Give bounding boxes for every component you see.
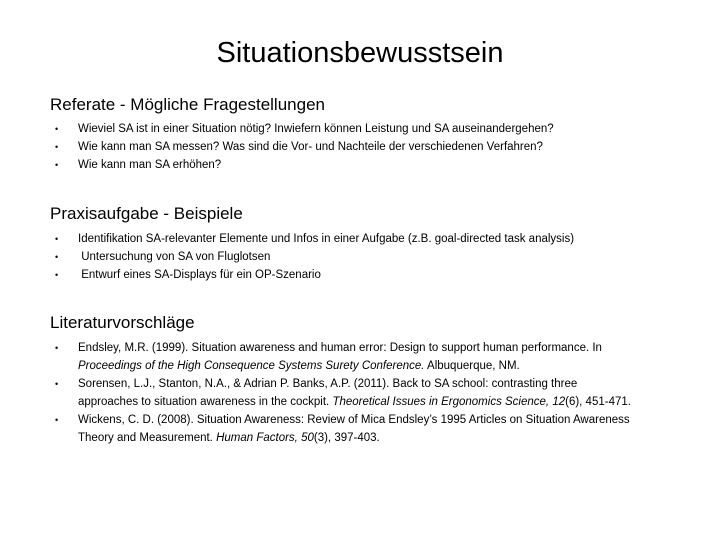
bullet-icon: • <box>55 343 59 353</box>
reference-italic: Human Factors, 50 <box>216 432 314 444</box>
reference-line: Wickens, C. D. (2008). Situation Awareness: Review of Mica Endsley’s 1995 Articles on Situation Awareness <box>78 414 630 426</box>
list-item <box>50 120 700 138</box>
slide-title: Situationsbewusstsein <box>216 37 504 69</box>
reference-line: Sorensen, L.J., Stanton, N.A., & Adrian P. Banks, A.P. (2011). Back to SA school: contrasting three <box>78 378 578 390</box>
section-heading-referate: Referate - Mögliche Fragestellungen <box>50 95 325 114</box>
section-heading-literatur: Literaturvorschläge <box>50 313 195 332</box>
reference-line: Endsley, M.R. (1999). Situation awareness and human error: Design to support human performance. In <box>78 342 602 354</box>
reference-text: Theory and Measurement. <box>78 432 217 444</box>
referate-list <box>50 120 700 174</box>
list-item <box>50 156 700 174</box>
list-item <box>50 266 700 284</box>
literatur-list <box>50 339 700 447</box>
bullet-icon: • <box>55 142 59 152</box>
reference-line <box>78 393 700 411</box>
reference-text: Albuquerque, NM. <box>424 360 520 372</box>
list-item-text: Identifikation SA-relevanter Elemente und Infos in einer Aufgabe (z.B. goal-directed task analysis) <box>78 233 575 245</box>
list-item <box>50 138 700 156</box>
list-item <box>50 375 700 411</box>
list-item-text: Untersuchung von SA von Fluglotsen <box>78 251 271 263</box>
bullet-icon: • <box>55 234 59 244</box>
reference-italic: Proceedings of the High Consequence Systems Surety Conference. <box>78 360 425 372</box>
bullet-icon: • <box>55 415 59 425</box>
reference-italic: Theoretical Issues in Ergonomics Science, 12 <box>332 396 566 408</box>
bullet-icon: • <box>55 252 59 262</box>
list-item-text: Entwurf eines SA-Displays für ein OP-Szenario <box>78 269 321 281</box>
reference-text: (6), 451-471. <box>565 396 631 408</box>
reference-line <box>78 429 700 447</box>
list-item-text: Wie kann man SA erhöhen? <box>78 159 222 171</box>
bullet-icon: • <box>55 270 59 280</box>
bullet-icon: • <box>55 124 59 134</box>
reference-text: (3), 397-403. <box>313 432 380 444</box>
bullet-icon: • <box>55 160 59 170</box>
reference-text: approaches to situation awareness in the cockpit. <box>78 396 333 408</box>
list-item <box>50 339 700 375</box>
list-item-text: Wieviel SA ist in einer Situation nötig? Inwiefern können Leistung und SA auseinandergehen? <box>78 123 554 135</box>
list-item-text: Wie kann man SA messen? Was sind die Vor- und Nachteile der verschiedenen Verfahren? <box>78 141 543 153</box>
list-item <box>50 411 700 447</box>
praxis-list <box>50 230 700 284</box>
bullet-icon: • <box>55 379 59 389</box>
section-heading-praxis: Praxisaufgabe - Beispiele <box>50 204 243 223</box>
list-item <box>50 230 700 248</box>
list-item <box>50 248 700 266</box>
reference-line <box>78 357 700 375</box>
